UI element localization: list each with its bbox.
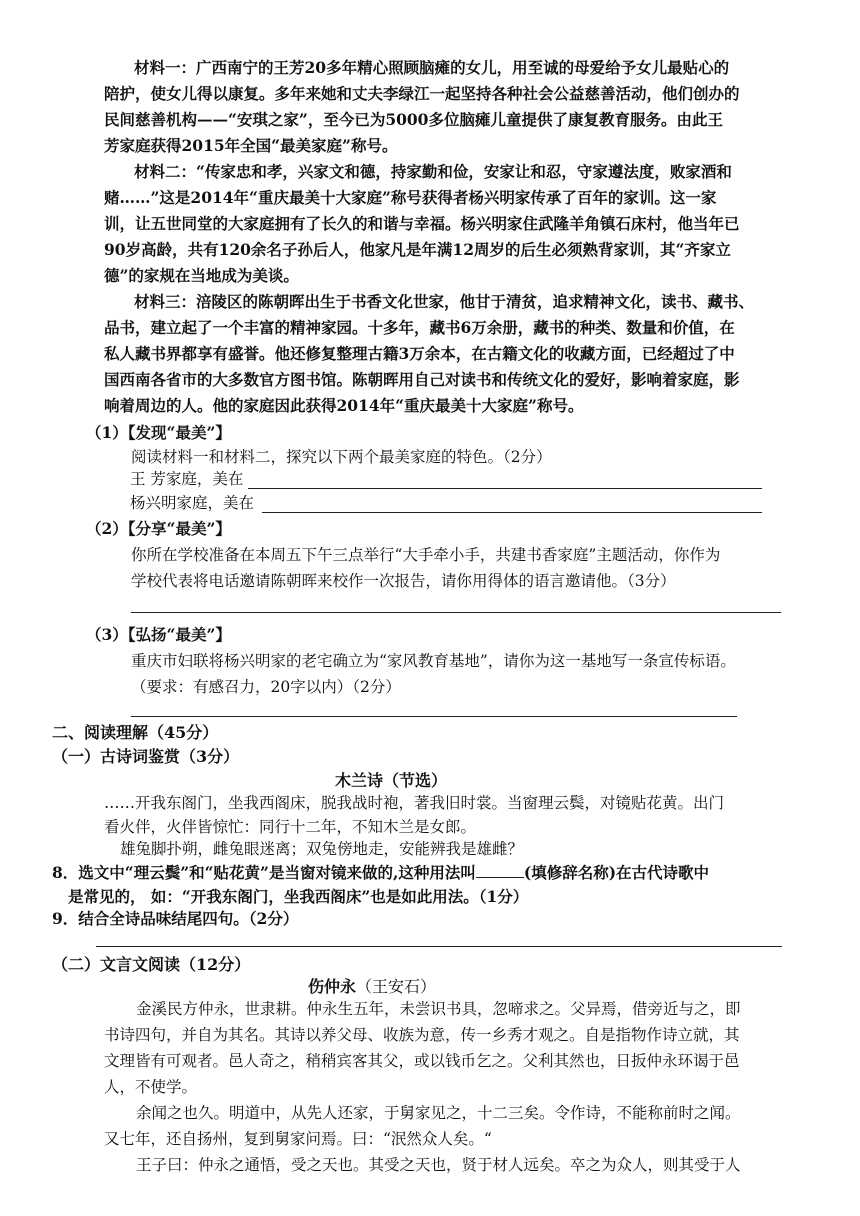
poem-line2: 看火伴，火伴皆惊忙：同行十二年，不知木兰是女郎。: [104, 818, 477, 836]
q8-line2: 是常见的， 如：“开我东阁门，坐我西阁床”也是如此用法。（1分）: [68, 887, 529, 906]
q1-prompt: 阅读材料一和材料二，探究以下两个最美家庭的特色。（2分）: [131, 448, 552, 466]
essay-title: [308, 974, 436, 997]
material2-line4: 90岁高龄，共有120余名子孙后人，他家凡是年满12周岁的后生必须熟背家训，其“齐家立: [104, 240, 731, 259]
section2-heading: 二、阅读理解（45分）: [52, 723, 219, 742]
q9-text: 9．结合全诗品味结尾四句。（2分）: [52, 909, 299, 928]
material3-line1: 材料三：涪陵区的陈朝晖出生于书香文化世家，他甘于清贫，追求精神文化，读书、藏书、: [134, 292, 755, 311]
poem-line1: ……开我东阁门，坐我西阁床，脱我战时袍，著我旧时裳。当窗理云鬓，对镜贴花黄。出门: [104, 794, 725, 812]
essay-p2-line1: 余闻之也久。明道中，从先人还家，于舅家见之，十二三矣。令作诗，不能称前时之闻。: [136, 1104, 741, 1122]
q9-answer-line[interactable]: [96, 946, 782, 947]
essay-p1-line2: 书诗四句，并自为其名。其诗以养父母、收族为意，传一乡秀才观之。自是指物作诗立就，其: [104, 1026, 740, 1044]
q2-answer-line[interactable]: [131, 612, 781, 613]
material1-line3: 民间慈善机构——“安琪之家”，至今已为5000多位脑瘫儿童提供了康复教育服务。由此王: [104, 110, 723, 129]
essay-p1-line3: 文理皆有可观者。邑人奇之，稍稍宾客其父，或以钱币乞之。父利其然也，日扳仲永环谒于邑: [104, 1052, 740, 1070]
material2-line5: 德”的家规在当地成为美谈。: [104, 266, 299, 285]
q8-text-b: (填修辞名称)在古代诗歌中: [523, 863, 710, 882]
poem-line3: 雄兔脚扑朔，雌兔眼迷离；双兔傍地走，安能辨我是雄雌？: [120, 840, 524, 858]
material1-line2: 陪护，使女儿得以康复。多年来她和丈夫李绿江一起坚持各种社会公益慈善活动，他们创办的: [104, 84, 740, 103]
material3-line3: 私人藏书界都享有盛誉。他还修复整理古籍3万余本，在古籍文化的收藏方面，已经超过了中: [104, 344, 735, 363]
poetry-subheading: （一）古诗词鉴赏（3分）: [52, 747, 240, 766]
q1-row2: 杨兴明家庭，美在: [130, 494, 255, 512]
material1-line4: 芳家庭获得2015年全国“最美家庭”称号。: [104, 136, 398, 155]
q2-line1: 你所在学校准备在本周五下午三点举行“大手牵小手，共建书香家庭”主题活动，你作为: [131, 546, 721, 564]
q2-line2: 学校代表将电话邀请陈朝晖来校作一次报告，请你用得体的语言邀请他。（3分）: [131, 572, 676, 590]
material2-line3: 训，让五世同堂的大家庭拥有了长久的和谐与幸福。杨兴明家住武隆羊角镇石床村，他当年已: [104, 214, 740, 233]
q3-line1: 重庆市妇联将杨兴明家的老宅确立为“家风教育基地”，请你为这一基地写一条宣传标语。: [131, 652, 736, 670]
q8-text-a: 8．选文中“理云鬓”和“贴花黄”是当窗对镜来做的,这种用法叫: [52, 863, 476, 882]
q1-answer-line-1[interactable]: [248, 488, 762, 489]
material3-line4: 国西南各省市的大多数官方图书馆。陈朝晖用自己对读书和传统文化的爱好，影响着家庭，影: [104, 370, 740, 389]
q3-label: （3）【弘扬“最美”】: [86, 625, 231, 644]
essay-p1-line4: 人，不使学。: [104, 1078, 198, 1096]
q8-answer-blank[interactable]: [476, 861, 524, 878]
q3-answer-line[interactable]: [131, 716, 737, 717]
q1-label: （1）【发现“最美”】: [86, 423, 231, 442]
classical-subheading: （二）文言文阅读（12分）: [52, 955, 251, 974]
q2-label: （2）【分享“最美”】: [86, 519, 231, 538]
essay-author: （王安石）: [356, 977, 437, 996]
material2-line1: 材料二：“传家忠和孝，兴家文和德，持家勤和俭，安家让和忍，守家遵法度，败家酒和: [134, 162, 732, 181]
essay-p2-line2: 又七年，还自扬州，复到舅家问焉。曰：“泯然众人矣。“: [104, 1130, 492, 1148]
q1-answer-line-2[interactable]: [262, 512, 762, 513]
material2-line2: 赌……”这是2014年“重庆最美十大家庭”称号获得者杨兴明家传承了百年的家训。这一家: [104, 188, 717, 207]
q1-row1: 王 芳家庭，美在: [130, 470, 244, 488]
material1-line1: 材料一：广西南宁的王芳20多年精心照顾脑瘫的女儿，用至诚的母爱给予女儿最贴心的: [134, 58, 730, 77]
q8-line1: [52, 860, 709, 886]
poem-title: 木兰诗（节选）: [335, 771, 448, 790]
material3-line5: 响着周边的人。他的家庭因此获得2014年“重庆最美十大家庭”称号。: [104, 396, 584, 415]
essay-title-text: 伤仲永: [308, 977, 357, 996]
essay-p1-line1: 金溪民方仲永，世隶耕。仲永生五年，未尝识书具，忽啼求之。父异焉，借旁近与之，即: [136, 1000, 741, 1018]
q3-line2: （要求：有感召力，20字以内）（2分）: [131, 678, 401, 696]
material3-line2: 品书，建立起了一个丰富的精神家园。十多年，藏书6万余册，藏书的种类、数量和价值，在: [104, 318, 735, 337]
essay-p3-line1: 王子曰：仲永之通悟，受之天也。其受之天也，贤于材人远矣。卒之为众人，则其受于人: [136, 1156, 741, 1174]
